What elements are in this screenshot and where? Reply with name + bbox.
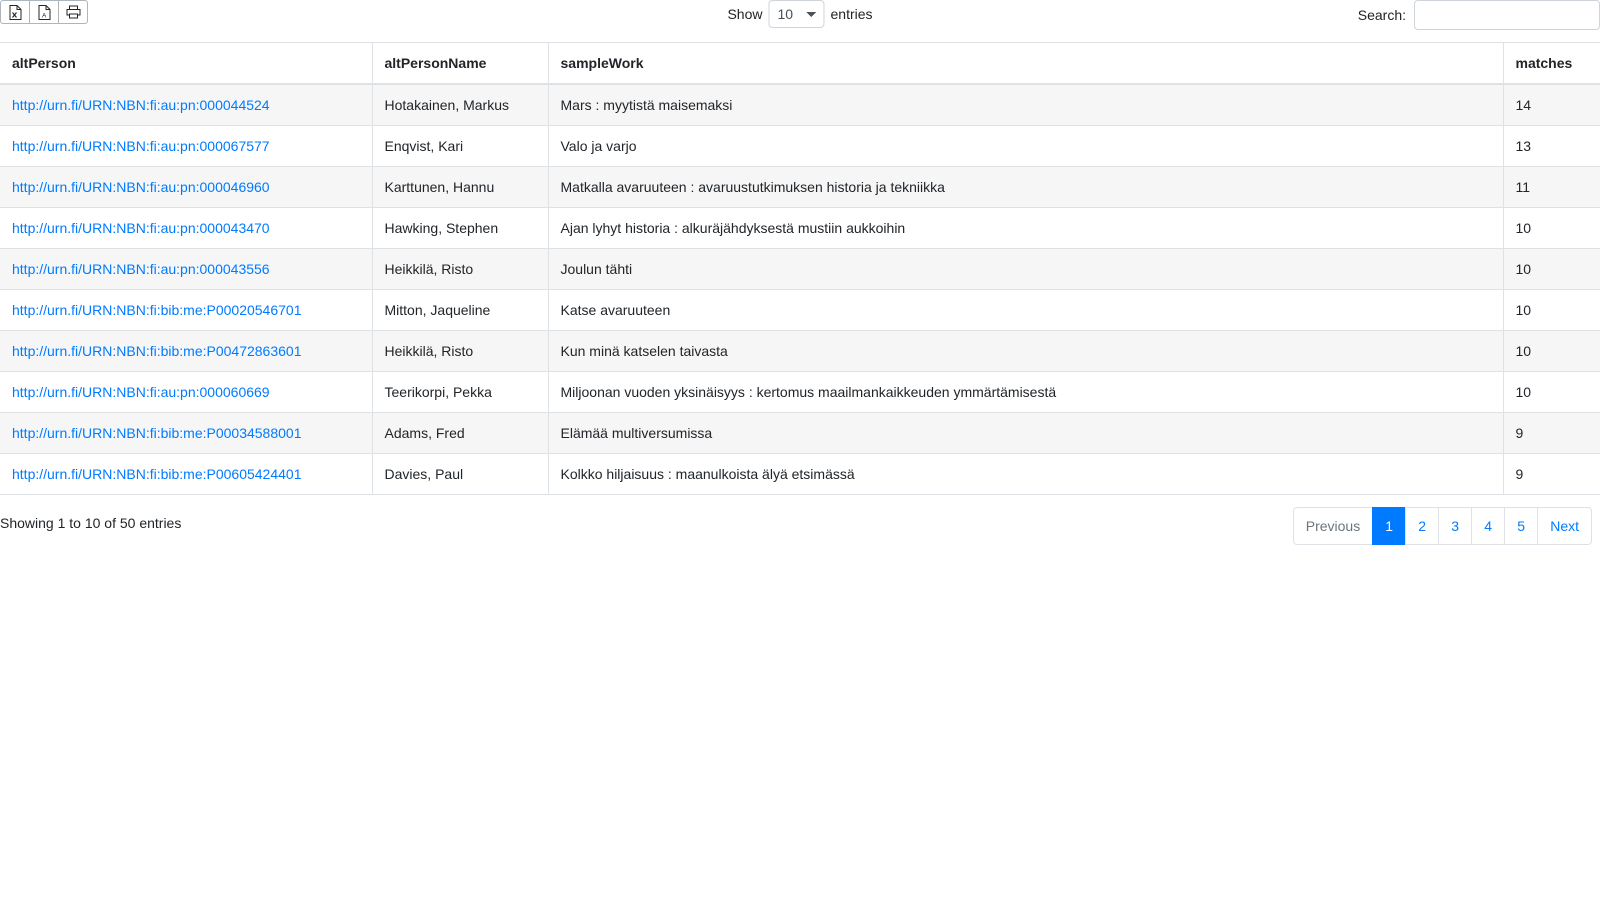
cell-matches: 9 [1503,454,1600,495]
cell-altperson [0,84,372,126]
pagination [1293,507,1592,545]
cell-samplework: Kolkko hiljaisuus : maanulkoista älyä etsimässä [548,454,1503,495]
cell-altpersonname: Karttunen, Hannu [372,167,548,208]
cell-altpersonname: Hawking, Stephen [372,208,548,249]
cell-altpersonname: Heikkilä, Risto [372,249,548,290]
table-row[interactable] [0,84,1600,126]
cell-altpersonname: Adams, Fred [372,413,548,454]
altperson-link[interactable]: http://urn.fi/URN:NBN:fi:au:pn:000046960 [12,179,270,195]
cell-matches: 9 [1503,413,1600,454]
table-info: Showing 1 to 10 of 50 entries [0,515,182,531]
cell-matches: 10 [1503,331,1600,372]
cell-altperson [0,372,372,413]
cell-altpersonname: Heikkilä, Risto [372,331,548,372]
excel-file-icon [9,5,22,20]
cell-altpersonname: Teerikorpi, Pekka [372,372,548,413]
pagination-previous[interactable]: Previous [1293,507,1373,545]
search-input[interactable] [1414,0,1600,30]
excel-export-button[interactable] [0,0,30,24]
table-footer-row [0,507,1600,557]
cell-altpersonname: Davies, Paul [372,454,548,495]
cell-samplework: Joulun tähti [548,249,1503,290]
pagination-page-5[interactable]: 5 [1504,507,1538,545]
pagination-page-3[interactable]: 3 [1438,507,1472,545]
cell-altpersonname: Mitton, Jaqueline [372,290,548,331]
altperson-link[interactable]: http://urn.fi/URN:NBN:fi:au:pn:000043470 [12,220,270,236]
cell-samplework: Valo ja varjo [548,126,1503,167]
pagination-page-2[interactable]: 2 [1405,507,1439,545]
table-head [0,43,1600,85]
table-body [0,84,1600,495]
svg-text:A: A [41,11,46,19]
cell-altperson [0,290,372,331]
cell-matches: 10 [1503,372,1600,413]
length-label-after: entries [830,6,873,22]
cell-matches: 14 [1503,84,1600,126]
cell-matches: 11 [1503,167,1600,208]
cell-altperson [0,249,372,290]
cell-samplework: Matkalla avaruuteen : avaruustutkimuksen historia ja tekniikka [548,167,1503,208]
table-row[interactable] [0,413,1600,454]
cell-altperson [0,126,372,167]
cell-matches: 13 [1503,126,1600,167]
table-row[interactable] [0,167,1600,208]
cell-altperson [0,331,372,372]
pagination-next[interactable]: Next [1537,507,1592,545]
pagination-page-4[interactable]: 4 [1471,507,1505,545]
pdf-file-icon [38,5,51,20]
column-header-matches[interactable]: matches [1503,43,1600,85]
printer-icon [66,5,81,19]
altperson-link[interactable]: http://urn.fi/URN:NBN:fi:bib:me:P00034588001 [12,425,302,441]
table-header-row [0,43,1600,85]
entries-per-page-select[interactable] [769,0,825,28]
cell-samplework: Elämää multiversumissa [548,413,1503,454]
pdf-export-button[interactable] [29,0,59,24]
table-controls-row [0,0,1600,28]
column-header-samplework[interactable]: sampleWork [548,43,1503,85]
table-row[interactable] [0,372,1600,413]
cell-altperson [0,454,372,495]
print-button[interactable] [58,0,88,24]
cell-matches: 10 [1503,290,1600,331]
table-search-control [1358,0,1600,30]
altperson-link[interactable]: http://urn.fi/URN:NBN:fi:au:pn:000060669 [12,384,270,400]
length-label-before: Show [727,6,763,22]
cell-matches: 10 [1503,249,1600,290]
table-length-control [727,0,872,28]
table-row[interactable] [0,126,1600,167]
cell-samplework: Ajan lyhyt historia : alkuräjähdyksestä mustiin aukkoihin [548,208,1503,249]
table-row[interactable] [0,249,1600,290]
column-header-altperson[interactable]: altPerson [0,43,372,85]
altperson-link[interactable]: http://urn.fi/URN:NBN:fi:bib:me:P00605424401 [12,466,302,482]
cell-samplework: Miljoonan vuoden yksinäisyys : kertomus maailmankaikkeuden ymmärtämisestä [548,372,1503,413]
cell-samplework: Mars : myytistä maisemaksi [548,84,1503,126]
cell-altperson [0,208,372,249]
cell-altperson [0,413,372,454]
altperson-link[interactable]: http://urn.fi/URN:NBN:fi:bib:me:P00020546701 [12,302,302,318]
column-header-altpersonname[interactable]: altPersonName [372,43,548,85]
altperson-link[interactable]: http://urn.fi/URN:NBN:fi:au:pn:000067577 [12,138,270,154]
results-table [0,42,1600,495]
cell-samplework: Katse avaruuteen [548,290,1503,331]
cell-matches: 10 [1503,208,1600,249]
altperson-link[interactable]: http://urn.fi/URN:NBN:fi:au:pn:000044524 [12,97,270,113]
table-row[interactable] [0,290,1600,331]
table-row[interactable] [0,454,1600,495]
table-row[interactable] [0,331,1600,372]
cell-altperson [0,167,372,208]
export-button-group [0,0,88,24]
altperson-link[interactable]: http://urn.fi/URN:NBN:fi:bib:me:P00472863601 [12,343,302,359]
search-label: Search: [1357,7,1406,23]
table-row[interactable] [0,208,1600,249]
altperson-link[interactable]: http://urn.fi/URN:NBN:fi:au:pn:000043556 [12,261,270,277]
pagination-page-1[interactable]: 1 [1372,507,1406,545]
cell-altpersonname: Hotakainen, Markus [372,84,548,126]
cell-samplework: Kun minä katselen taivasta [548,331,1503,372]
cell-altpersonname: Enqvist, Kari [372,126,548,167]
